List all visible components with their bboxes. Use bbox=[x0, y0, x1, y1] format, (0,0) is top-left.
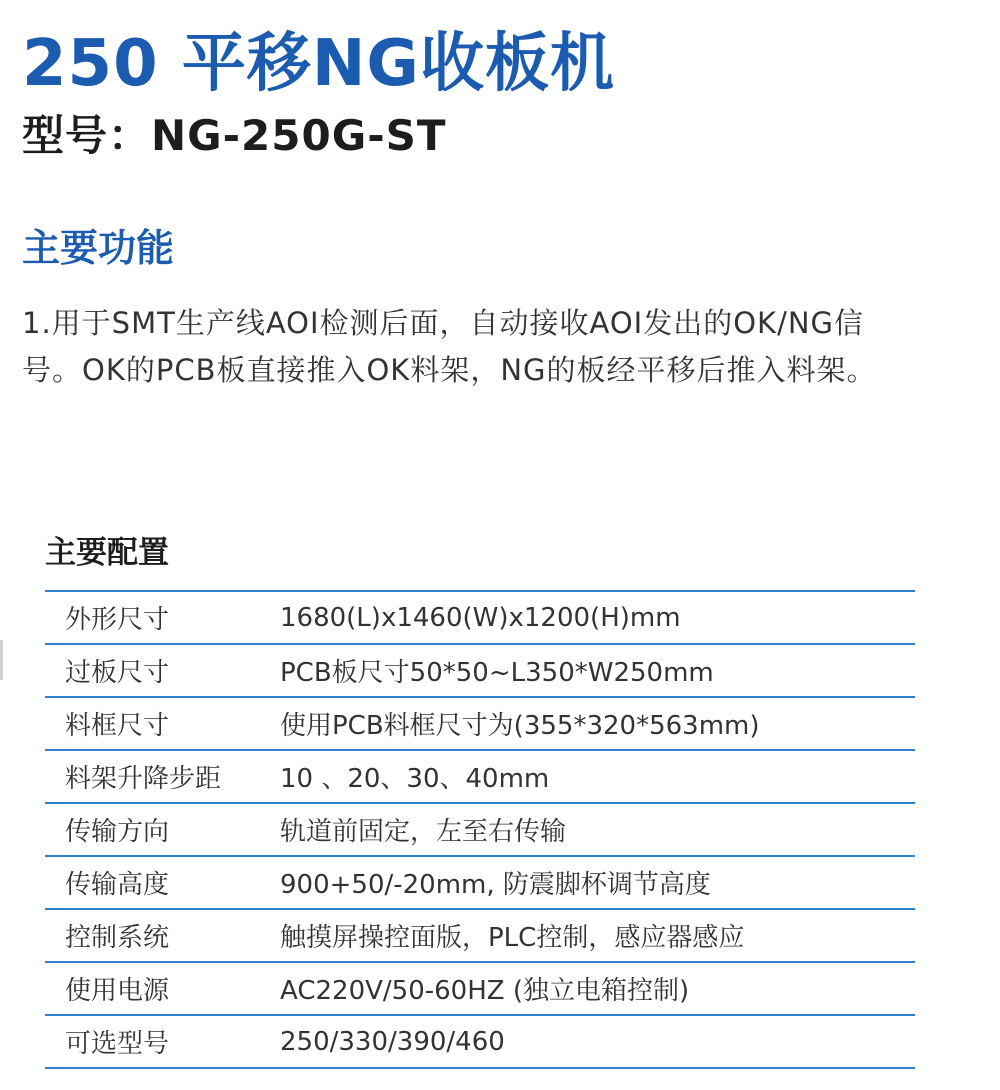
spec-label: 料架升降步距 bbox=[65, 764, 222, 794]
page-title: 250 平移NG收板机 bbox=[22, 27, 615, 101]
spec-label: 过板尺寸 bbox=[65, 658, 170, 688]
spec-value: 使用PCB料框尺寸为(355*320*563mm) bbox=[280, 711, 760, 741]
table-row bbox=[45, 910, 915, 963]
spec-label: 传输方向 bbox=[65, 817, 170, 847]
spec-value: 触摸屏操控面版，PLC控制，感应器感应 bbox=[280, 923, 745, 953]
table-row bbox=[45, 698, 915, 751]
table-row bbox=[45, 1016, 915, 1069]
model-number: 型号：NG-250G-ST bbox=[22, 111, 447, 160]
spec-value: 1680(L)x1460(W)x1200(H)mm bbox=[280, 602, 681, 633]
spec-value: 轨道前固定，左至右传输 bbox=[280, 817, 567, 847]
spec-table bbox=[45, 590, 915, 1069]
spec-label: 外形尺寸 bbox=[65, 605, 170, 635]
spec-value: 900+50/-20mm, 防震脚杯调节高度 bbox=[280, 870, 711, 900]
spec-value: 10 、20、30、40mm bbox=[280, 764, 550, 794]
left-edge-mark bbox=[0, 640, 3, 680]
spec-label: 料框尺寸 bbox=[65, 711, 170, 741]
functions-heading: 主要功能 bbox=[22, 226, 175, 270]
table-row bbox=[45, 592, 915, 645]
functions-description: 1.用于SMT生产线AOI检测后面，自动接收AOI发出的OK/NG信号。OK的PCB板直接推入OK料架，NG的板经平移后推入料架。 bbox=[22, 306, 877, 387]
spec-label: 控制系统 bbox=[65, 923, 170, 953]
table-row bbox=[45, 857, 915, 910]
spec-label: 使用电源 bbox=[65, 976, 170, 1006]
spec-label: 传输高度 bbox=[65, 870, 170, 900]
table-row bbox=[45, 804, 915, 857]
spec-value: 250/330/390/460 bbox=[280, 1026, 505, 1057]
table-row bbox=[45, 751, 915, 804]
config-heading: 主要配置 bbox=[45, 535, 169, 571]
spec-label: 可选型号 bbox=[65, 1029, 170, 1059]
spec-value: AC220V/50-60HZ (独立电箱控制) bbox=[280, 976, 690, 1006]
spec-value: PCB板尺寸50*50~L350*W250mm bbox=[280, 658, 714, 688]
table-row bbox=[45, 645, 915, 698]
table-row bbox=[45, 963, 915, 1016]
